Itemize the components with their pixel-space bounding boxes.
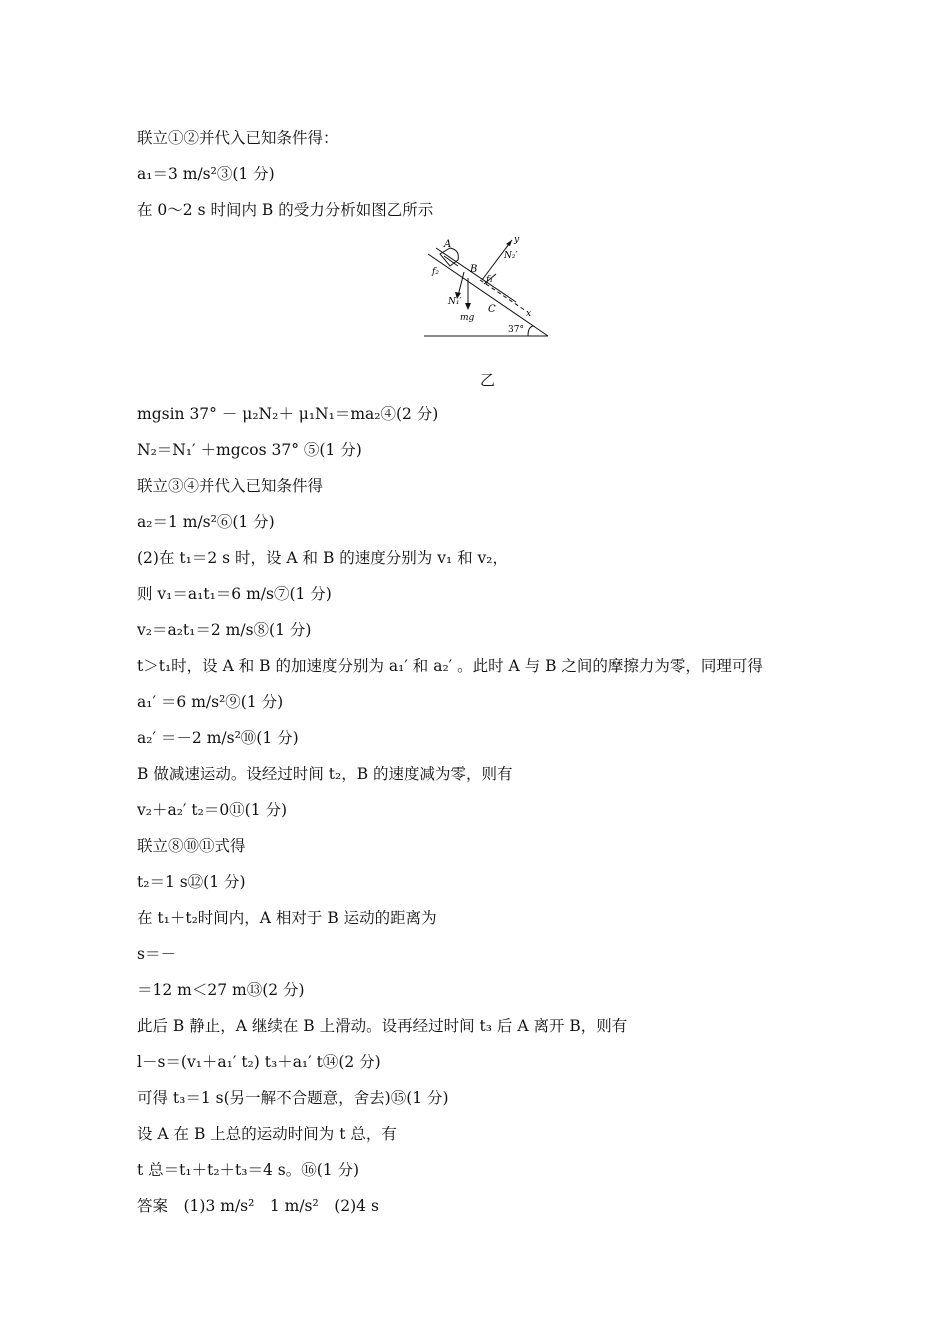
text-line-18: 在 t₁＋t₂时间内，A 相对于 B 运动的距离为 [137,909,437,927]
figure-caption: 乙 [480,371,496,389]
text-line-5: N₂＝N₁′ ＋mgcos 37° ⑤(1 分) [137,441,362,459]
label-n1: N₁′ [448,297,462,307]
text-line-17: t₂＝1 s⑫(1 分) [137,873,246,891]
answer-line: 答案 (1)3 m/s² 1 m/s² (2)4 s [137,1197,379,1215]
text-line-10: v₂＝a₂t₁＝2 m/s⑧(1 分) [137,621,312,639]
text-line-19: s＝－ [137,945,176,963]
text-line-11: t＞t₁时，设 A 和 B 的加速度分别为 a₁′ 和 a₂′ 。此时 A 与 B 之间的摩擦力为零，同理可得 [137,657,763,675]
text-line-16: 联立⑧⑩⑪式得 [137,837,246,855]
text-line-21: 此后 B 静止，A 继续在 B 上滑动。设再经过时间 t₃ 后 A 离开 B，则有 [137,1017,628,1035]
label-angle: 37° [508,325,524,335]
text-line-22: l－s＝(v₁＋a₁′ t₂) t₃＋a₁′ t⑭(2 分) [137,1053,381,1071]
text-line-14: B 做减速运动。设经过时间 t₂，B 的速度减为零，则有 [137,765,513,783]
text-line-1: 联立①②并代入已知条件得： [137,129,339,147]
text-line-13: a₂′ ＝－2 m/s²⑩(1 分) [137,729,299,747]
text-line-9: 则 v₁＝a₁t₁＝6 m/s⑦(1 分) [137,585,332,603]
text-line-7: a₂＝1 m/s²⑥(1 分) [137,513,275,531]
label-x: x [526,309,532,319]
text-line-24: 设 A 在 B 上总的运动时间为 t 总，有 [137,1125,397,1143]
text-line-15: v₂＋a₂′ t₂＝0⑪(1 分) [137,801,288,819]
label-f2: f₂ [432,267,439,277]
label-c: C [488,304,496,315]
text-line-23: 可得 t₃＝1 s(另一解不合题意，舍去)⑮(1 分) [137,1089,449,1107]
text-line-4: mgsin 37° － μ₂N₂＋ μ₁N₁＝ma₂④(2 分) [137,405,439,423]
text-line-6: 联立③④并代入已知条件得 [137,477,324,495]
label-f1: f₁′ [486,275,495,285]
text-line-2: a₁＝3 m/s²③(1 分) [137,165,275,183]
force-diagram [420,234,550,342]
label-mg: mg [460,313,475,323]
label-b: B [470,264,478,275]
label-n2: N₂′ [504,251,518,261]
text-line-8: (2)在 t₁＝2 s 时，设 A 和 B 的速度分别为 v₁ 和 v₂， [137,549,509,567]
label-a: A [444,239,452,250]
text-line-3: 在 0～2 s 时间内 B 的受力分析如图乙所示 [137,201,434,219]
angle-arc [528,326,534,336]
incline-line [428,254,548,336]
text-line-12: a₁′ ＝6 m/s²⑨(1 分) [137,693,284,711]
text-line-25: t 总＝t₁＋t₂＋t₃＝4 s。⑯(1 分) [137,1161,360,1179]
label-y: y [514,235,520,245]
text-line-20: ＝12 m＜27 m⑬(2 分) [137,981,305,999]
